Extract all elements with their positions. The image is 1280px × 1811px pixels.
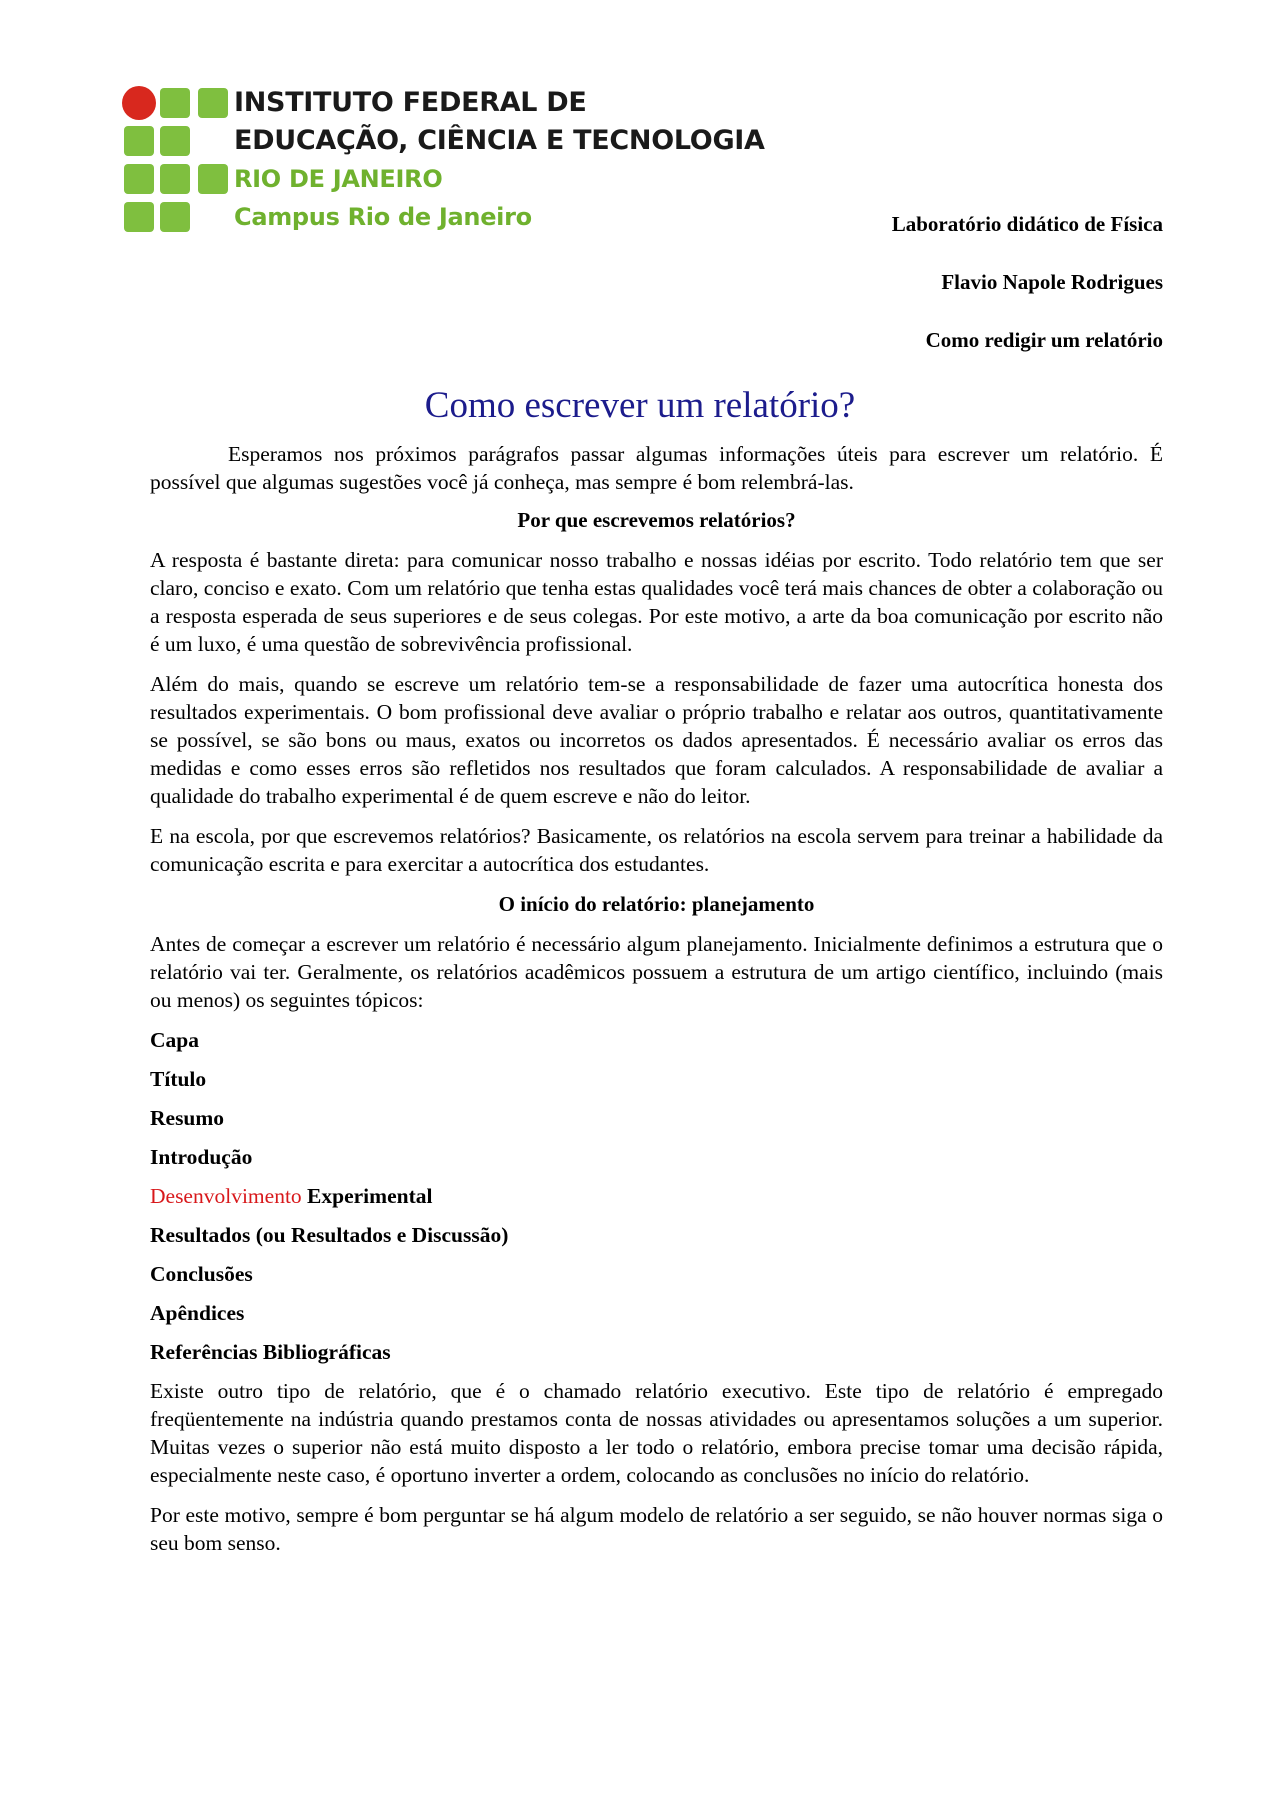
logo-red-circle — [122, 86, 156, 120]
header-lab: Laboratório didático de Física — [891, 212, 1163, 236]
topic-item — [150, 1182, 1163, 1210]
paragraph: E na escola, por que escrevemos relatórios? Basicamente, os relatórios na escola servem para treinar a habilidade da comunicação escrita e para exercitar a autocrítica dos estudantes. — [150, 824, 1163, 876]
page-title: Como escrever um relatório? — [424, 385, 856, 426]
topic-highlight: Desenvolvimento — [150, 1184, 302, 1208]
logo-line-1: INSTITUTO FEDERAL DE — [234, 87, 587, 118]
topic-item: Resultados (ou Resultados e Discussão) — [150, 1223, 509, 1247]
topic-item: Resumo — [150, 1106, 225, 1130]
paragraph: Antes de começar a escrever um relatório é necessário algum planejamento. Inicialmente definimos a estrutura que o relatório vai ter. Geralmente, os relatórios acadêmicos possuem a estrutura de um artigo científico, incluindo (mais ou menos) os seguintes tópicos: — [150, 932, 1163, 1012]
topic-item: Título — [150, 1067, 207, 1091]
institution-logo — [122, 86, 765, 246]
topic-item: Introdução — [150, 1145, 253, 1169]
section-heading-why: Por que escrevemos relatórios? — [517, 508, 796, 532]
topics-list — [150, 1026, 1163, 1366]
topic-text: Experimental — [301, 1184, 433, 1208]
document-body — [150, 440, 1163, 1569]
paragraph: Por este motivo, sempre é bom perguntar se há algum modelo de relatório a ser seguido, se não houver normas siga o seu bom senso. — [150, 1503, 1163, 1555]
logo-line-2: EDUCAÇÃO, CIÊNCIA E TECNOLOGIA — [234, 125, 765, 156]
logo-line-4: Campus Rio de Janeiro — [234, 203, 532, 231]
topic-item: Capa — [150, 1028, 199, 1052]
topic-item: Apêndices — [150, 1301, 245, 1325]
logo-text — [234, 84, 765, 236]
section-heading-planning: O início do relatório: planejamento — [498, 892, 815, 916]
header-subject: Como redigir um relatório — [925, 328, 1163, 352]
intro-paragraph: Esperamos nos próximos parágrafos passar algumas informações úteis para escrever um relatório. É possível que algumas sugestões você já conheça, mas sempre é bom relembrá-las. — [150, 442, 1163, 494]
paragraph: A resposta é bastante direta: para comunicar nosso trabalho e nossas idéias por escrito. Todo relatório tem que ser claro, conciso e exato. Com um relatório que tenha estas qualidades você terá mais chances de obter a colaboração ou a resposta esperada de seus superiores e de seus colegas. Por este motivo, a arte da boa comunicação por escrito não é um luxo, é uma questão de sobrevivência profissional. — [150, 548, 1163, 656]
topic-item: Referências Bibliográficas — [150, 1340, 391, 1364]
header-author: Flavio Napole Rodrigues — [941, 270, 1163, 294]
paragraph: Além do mais, quando se escreve um relatório tem-se a responsabilidade de fazer uma autocrítica honesta dos resultados experimentais. O bom profissional deve avaliar o próprio trabalho e relatar aos outros, quantitativamente se possível, se são bons ou maus, exatos ou incorretos os dados apresentados. É necessário avaliar os erros das medidas e como esses erros são refletidos nos resultados que foram calculados. A responsabilidade de avaliar a qualidade do trabalho experimental é de quem escreve e não do leitor. — [150, 672, 1163, 808]
logo-line-3: RIO DE JANEIRO — [234, 165, 443, 193]
logo-grid-icon — [122, 86, 230, 234]
paragraph: Existe outro tipo de relatório, que é o chamado relatório executivo. Este tipo de relatório é empregado freqüentemente na indústria quando prestamos conta de nossas atividades ou apresentamos soluções a um superior. Muitas vezes o superior não está muito disposto a ler todo o relatório, embora precise tomar uma decisão rápida, especialmente neste caso, é oportuno inverter a ordem, colocando as conclusões no início do relatório. — [150, 1379, 1163, 1487]
topic-item: Conclusões — [150, 1262, 253, 1286]
